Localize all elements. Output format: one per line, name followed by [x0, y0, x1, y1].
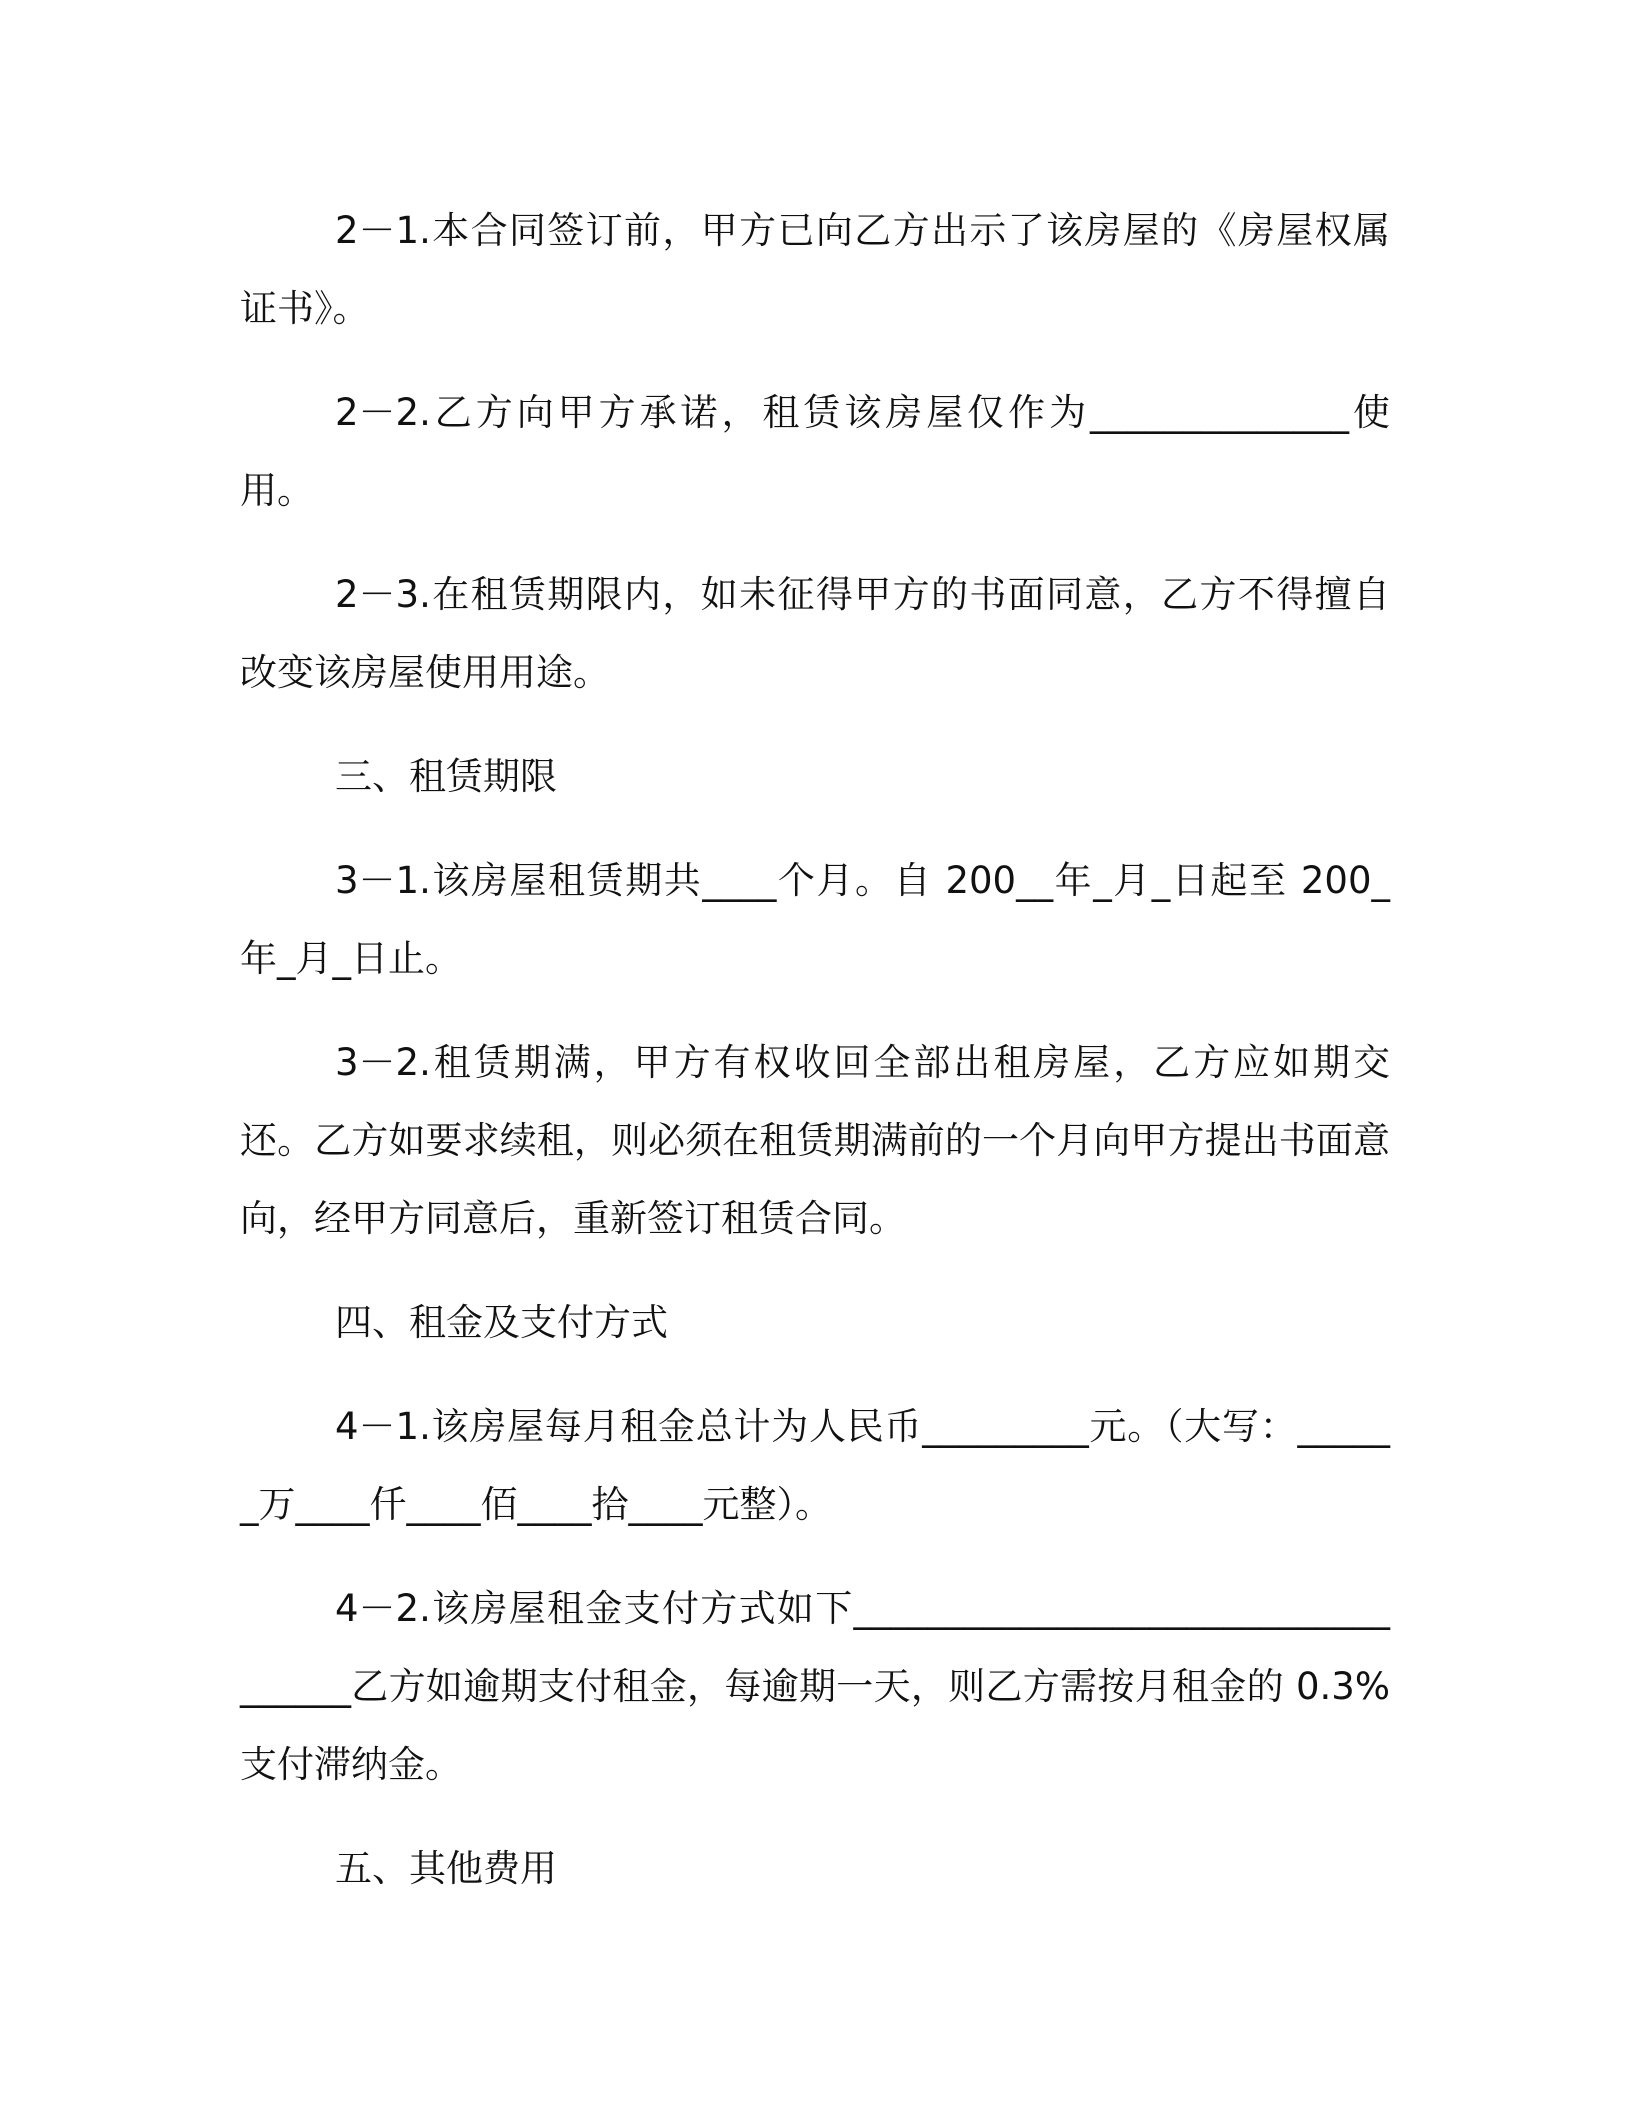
- clause-2-1: 2－1.本合同签订前，甲方已向乙方出示了该房屋的《房屋权属证书》。: [240, 209, 1390, 330]
- clause-3-2: 3－2.租赁期满，甲方有权收回全部出租房屋，乙方应如期交还。乙方如要求续租，则必须在租赁期满前的一个月向甲方提出书面意向，经甲方同意后，重新签订租赁合同。: [240, 1041, 1390, 1240]
- clause-4-1: 4－1.该房屋每月租金总计为人民币_________元。（大写：______万____仟____佰____拾____元整）。: [240, 1405, 1390, 1526]
- section-heading-4: 四、租金及支付方式: [335, 1301, 668, 1344]
- section-heading-3: 三、租赁期限: [335, 755, 557, 798]
- clause-2-2: 2－2.乙方向甲方承诺，租赁该房屋仅作为______________使用。: [240, 391, 1390, 512]
- clause-4-2: 4－2.该房屋租金支付方式如下___________________________________乙方如逾期支付租金，每逾期一天，则乙方需按月租金的 0.3%支付滞纳金。: [240, 1587, 1390, 1786]
- clause-3-1: 3－1.该房屋租赁期共____个月。自 200__年_月_日起至 200_年_月_日止。: [240, 859, 1390, 980]
- section-heading-5: 五、其他费用: [335, 1847, 557, 1890]
- document-body: [240, 192, 1390, 1934]
- clause-2-3: 2－3.在租赁期限内，如未征得甲方的书面同意，乙方不得擅自改变该房屋使用用途。: [240, 573, 1390, 694]
